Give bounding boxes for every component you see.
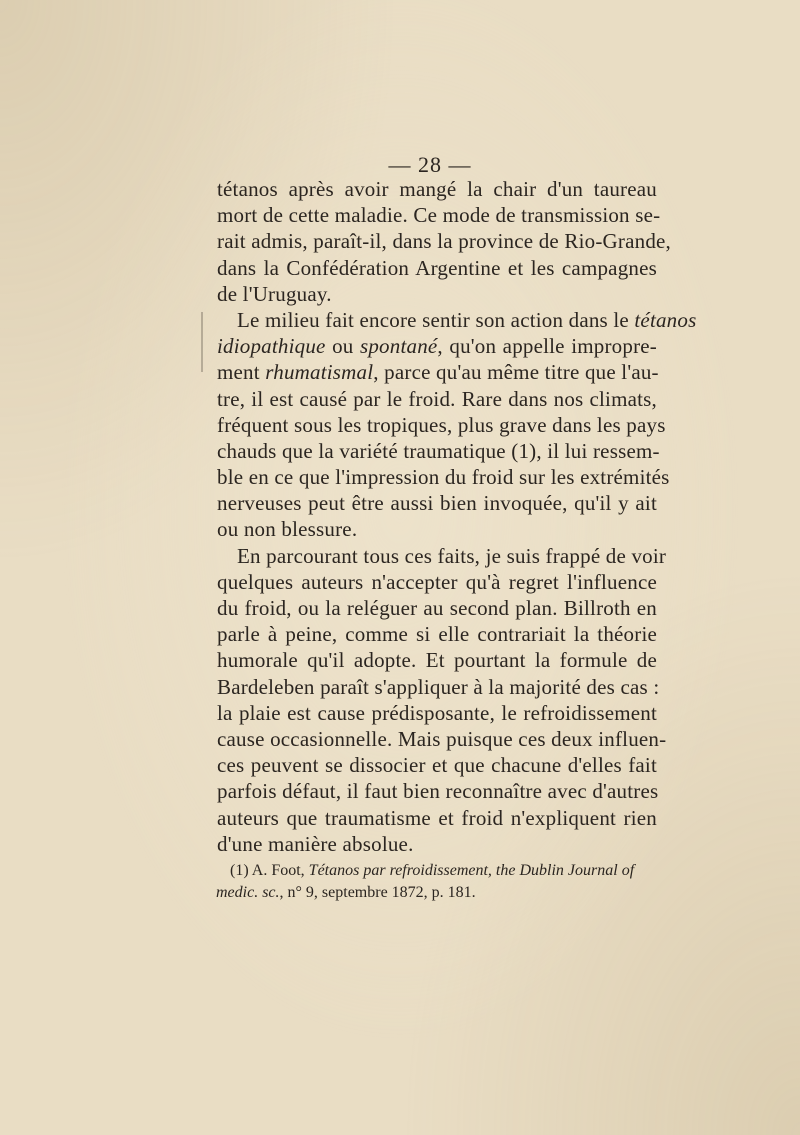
italic-term: idiopathique: [217, 334, 326, 359]
text-line: de l'Uruguay.: [217, 281, 332, 306]
text-line: En parcourant tous ces faits, je suis frappé de voir: [237, 543, 667, 568]
text-segment: , qu'on appelle impropre-: [437, 334, 657, 359]
footnote-line: [216, 882, 658, 904]
text-line: parfois défaut, il faut bien reconnaître avec d'autres: [217, 779, 659, 804]
footnote-italic: medic. sc.: [216, 884, 280, 901]
italic-term: rhumatismal: [265, 360, 374, 385]
text-line: ces peuvent se dissocier et que chacune d'elles fait: [217, 753, 657, 778]
margin-pencil-mark: [201, 312, 203, 372]
footnote: [216, 860, 658, 904]
text-line: auteurs que traumatisme et froid n'expliquent rien: [217, 805, 657, 830]
text-line: nerveuses peut être aussi bien invoquée, qu'il y ait: [217, 491, 657, 516]
text-line: fréquent sous les tropiques, plus grave dans les pays: [217, 412, 666, 437]
body-text: [217, 176, 697, 857]
text-line: [217, 333, 657, 359]
page-number: — 28 —: [388, 152, 472, 177]
text-line: cause occasionnelle. Mais puisque ces deux influen-: [217, 726, 667, 751]
text-line: ble en ce que l'impression du froid sur les extrémités: [217, 465, 670, 490]
text-line: d'une manière absolue.: [217, 831, 414, 856]
italic-term: tétanos: [634, 307, 697, 332]
text-line: tétanos après avoir mangé la chair d'un taureau: [217, 177, 657, 201]
text-line: [217, 307, 697, 333]
text-segment: ou: [325, 334, 360, 359]
text-line: ou non blessure.: [217, 517, 358, 542]
text-line: humorale qu'il adopte. Et pourtant la formule de: [217, 648, 657, 673]
italic-term: spontané: [359, 334, 438, 359]
footnote-line: [216, 860, 658, 882]
footnote-italic: Tétanos par refroidissement, the Dublin Journal of: [308, 862, 635, 879]
text-line: Bardeleben paraît s'appliquer à la majorité des cas :: [217, 674, 660, 699]
footnote-segment: , n° 9, septembre 1872, p. 181.: [279, 884, 476, 901]
text-line: du froid, ou la reléguer au second plan. Billroth en: [217, 596, 657, 620]
text-line: quelques auteurs n'accepter qu'à regret l'influence: [217, 569, 657, 594]
text-line: tre, il est causé par le froid. Rare dans nos climats,: [217, 386, 657, 411]
text-line: [217, 359, 657, 385]
text-line: la plaie est cause prédisposante, le refroidissement: [217, 700, 657, 725]
text-line: chauds que la variété traumatique (1), il lui ressem-: [217, 438, 660, 463]
text-segment: ment: [217, 360, 266, 385]
text-segment: Le milieu fait encore sentir son action dans le: [237, 307, 629, 332]
text-line: mort de cette maladie. Ce mode de transmission se-: [217, 203, 661, 228]
text-segment: , parce qu'au même titre que l'au-: [373, 360, 659, 385]
footnote-segment: (1) A. Foot,: [230, 862, 309, 879]
text-line: dans la Confédération Argentine et les campagnes: [217, 255, 657, 280]
text-line: rait admis, paraît-il, dans la province de Rio-Grande,: [217, 229, 671, 254]
text-line: parle à peine, comme si elle contrariait la théorie: [217, 622, 657, 647]
